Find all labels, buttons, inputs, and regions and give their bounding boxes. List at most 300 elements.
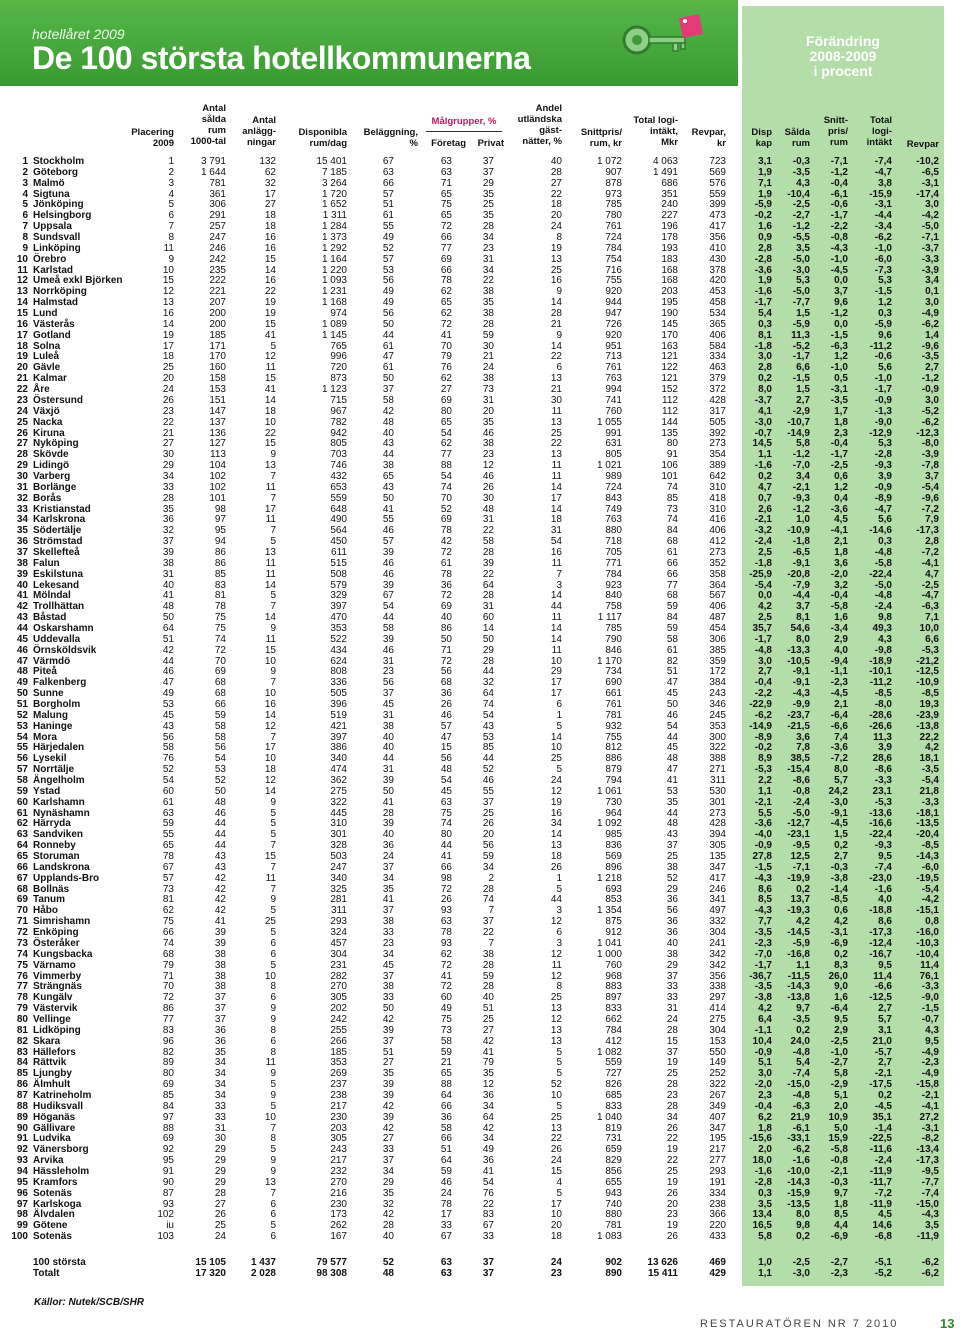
- cell-business-share: 80: [440, 829, 452, 841]
- cell-rooms-sold: 75: [214, 622, 226, 634]
- page-title: De 100 största hotellkommunerna: [32, 40, 531, 76]
- cell-rank: 49: [16, 677, 28, 689]
- cell-municipality: Bollnäs: [33, 883, 70, 895]
- cell-rooms-sold: 58: [214, 720, 226, 732]
- cell-lodging-revenue: 29: [666, 959, 678, 971]
- cell-chg-capacity: -0,4: [754, 1100, 772, 1112]
- cell-chg-revpar: -3,1: [921, 1122, 939, 1134]
- cell-chg-capacity: 0,2: [758, 470, 772, 482]
- cell-chg-avg-price: -3,1: [830, 384, 848, 396]
- cell-chg-revpar: -3,5: [921, 351, 939, 363]
- cell-revpar: 334: [709, 1187, 726, 1199]
- cell-rooms-sold: 52: [214, 775, 226, 787]
- cell-municipality: Upplands-Bro: [33, 872, 100, 884]
- cell-chg-capacity: -2,3: [754, 937, 772, 949]
- cell-rank-2008: 25: [162, 362, 174, 374]
- table-row: [0, 634, 960, 645]
- cell-chg-capacity: 1,9: [758, 188, 772, 200]
- cell-avg-price: 875: [605, 916, 622, 928]
- cell-occupancy: 39: [382, 546, 394, 558]
- table-row: [0, 558, 960, 569]
- cell-chg-lodging-revenue: -7,4: [874, 861, 892, 873]
- cell-chg-lodging-revenue: -8,6: [874, 764, 892, 776]
- cell-chg-revpar: 4,7: [925, 568, 939, 580]
- cell-chg-revpar: -3,3: [921, 796, 939, 808]
- cell-occupancy: 39: [382, 633, 394, 645]
- cell-avg-price: 690: [605, 677, 622, 689]
- cell-rank: 73: [16, 937, 28, 949]
- cell-business-share: 72: [440, 318, 452, 330]
- table-row: [0, 753, 960, 764]
- cell-occupancy: 34: [382, 948, 394, 960]
- cell-rank-2008: 4: [168, 188, 174, 200]
- cell-rank-2008: 61: [162, 796, 174, 808]
- kicker: hotellåret 2009: [32, 26, 125, 42]
- table-row: [0, 504, 960, 515]
- cell-rooms-available: 1 168: [321, 297, 347, 309]
- cell-chg-avg-price: 2,3: [834, 427, 848, 439]
- cell-chg-avg-price: -1,0: [830, 362, 848, 374]
- cell-chg-rooms-sold: 21,9: [790, 1111, 810, 1123]
- cell-rank-2008: 79: [162, 959, 174, 971]
- cell-occupancy: 42: [382, 405, 394, 417]
- cell-rooms-available: 579: [330, 579, 347, 591]
- cell-chg-capacity: 0,3: [758, 1187, 772, 1199]
- cell-chg-capacity: 2,5: [758, 546, 772, 558]
- cell-chg-lodging-revenue: 3,1: [878, 1024, 892, 1036]
- cell-business-share: 49: [440, 1003, 452, 1015]
- cell-private-share: 24: [482, 362, 494, 374]
- cell-chg-lodging-revenue: 2,7: [878, 1057, 892, 1069]
- cell-rooms-sold: 29: [214, 1176, 226, 1188]
- cell-occupancy: 32: [382, 1198, 394, 1210]
- cell-lodging-revenue: 193: [661, 242, 678, 254]
- cell-rooms-available: 624: [330, 655, 347, 667]
- cell-chg-avg-price: 0,6: [834, 470, 848, 482]
- cell-rank: 22: [16, 384, 28, 396]
- cell-foreign-share: 14: [550, 340, 562, 352]
- cell-municipality: Värmdö: [33, 655, 71, 667]
- cell-rank: 33: [16, 503, 28, 515]
- cell-establishments: 18: [264, 221, 276, 233]
- cell-foreign-share: 18: [550, 199, 562, 211]
- table-row: [0, 1014, 960, 1025]
- cell-revpar: 322: [709, 742, 726, 754]
- cell-foreign-share: 44: [550, 894, 562, 906]
- table-row: [0, 764, 960, 775]
- cell-chg-lodging-revenue: -14,6: [869, 525, 892, 537]
- cell-revpar: 334: [709, 351, 726, 363]
- cell-rooms-available: 1 284: [321, 221, 347, 233]
- cell-municipality: Strängnäs: [33, 981, 82, 993]
- cell-private-share: 28: [482, 959, 494, 971]
- cell-foreign-share: 5: [556, 1187, 562, 1199]
- cell-avg-price: 878: [605, 177, 622, 189]
- cell-foreign-share: 8: [556, 981, 562, 993]
- cell-rooms-sold: 35: [214, 1046, 226, 1058]
- cell-chg-lodging-revenue: 21,0: [872, 1035, 892, 1047]
- cell-business-share: 27: [440, 384, 452, 396]
- cell-rooms-available: 457: [330, 937, 347, 949]
- cell-municipality: Lund: [33, 308, 58, 320]
- cell-municipality: Eskilstuna: [33, 568, 84, 580]
- cell-municipality: Norrköping: [33, 286, 87, 298]
- cell-rooms-sold: 221: [209, 286, 226, 298]
- cell-establishments: 7: [270, 840, 276, 852]
- cell-business-share: 62: [440, 373, 452, 385]
- cell-revpar: 349: [709, 1100, 726, 1112]
- cell-chg-capacity: 2,2: [758, 775, 772, 787]
- cell-rank: 50: [16, 688, 28, 700]
- cell-chg-avg-price: 5,8: [834, 1068, 848, 1080]
- cell-avg-price: 781: [605, 1220, 622, 1232]
- cell-revpar: 275: [709, 1013, 726, 1025]
- cell-revpar: 297: [709, 992, 726, 1004]
- cell-rank-2008: 17: [162, 340, 174, 352]
- cell-municipality: Tanum: [33, 894, 66, 906]
- cell-rank-2008: 67: [162, 861, 174, 873]
- cell-establishments: 6: [270, 1209, 276, 1221]
- cell-establishments: 13: [264, 546, 276, 558]
- cell-avg-price: 631: [605, 438, 622, 450]
- cell-chg-lodging-revenue: 28,6: [872, 753, 892, 765]
- cell-chg-avg-price: -0,3: [830, 861, 848, 873]
- cell-chg-rooms-sold: -9,1: [792, 557, 810, 569]
- cell-lodging-revenue: 45: [666, 688, 678, 700]
- cell-rank: 39: [16, 568, 28, 580]
- cell-chg-lodging-revenue: 3,9: [878, 470, 892, 482]
- cell-private-share: 38: [482, 286, 494, 298]
- cell-rank-2008: 64: [162, 622, 174, 634]
- cell-revpar: 354: [709, 449, 726, 461]
- cell-occupancy: 31: [382, 764, 394, 776]
- cell-rooms-sold: 74: [214, 633, 226, 645]
- cell-occupancy: 29: [382, 1176, 394, 1188]
- table-row: [0, 547, 960, 558]
- cell-chg-rooms-sold: -10,9: [787, 525, 810, 537]
- cell-lodging-revenue: 28: [666, 1100, 678, 1112]
- cell-chg-revpar: -3,9: [921, 264, 939, 276]
- cell-rank: 19: [16, 351, 28, 363]
- cell-chg-avg-price: 2,1: [834, 536, 848, 548]
- cell-rank-2008: 56: [162, 731, 174, 743]
- cell-establishments: 5: [270, 590, 276, 602]
- cell-chg-lodging-revenue: -5,9: [874, 318, 892, 330]
- cell-revpar: 238: [709, 1198, 726, 1210]
- cell-lodging-revenue: 112: [662, 394, 678, 406]
- cell-private-share: 36: [482, 1155, 494, 1167]
- cell-chg-capacity: 7,1: [758, 177, 772, 189]
- cell-rooms-available: 237: [330, 1079, 347, 1091]
- cell-municipality: Lekesand: [33, 579, 80, 591]
- cell-business-share: 70: [440, 492, 452, 504]
- cell-rooms-sold: 153: [209, 384, 226, 396]
- cell-municipality: Skara: [33, 1035, 61, 1047]
- cell-occupancy: 44: [382, 449, 394, 461]
- cell-revpar: 358: [709, 568, 726, 580]
- cell-rooms-available: 808: [330, 666, 347, 678]
- cell-chg-avg-price: 15,9: [828, 1133, 848, 1145]
- cell-rank-2008: 22: [162, 416, 174, 428]
- cell-rooms-sold: 86: [214, 557, 226, 569]
- cell-chg-lodging-revenue: -6,6: [874, 981, 892, 993]
- cell-rooms-available: 329: [330, 590, 347, 602]
- cell-lodging-revenue: 152: [661, 384, 678, 396]
- cell-avg-price: 846: [605, 644, 622, 656]
- cell-rank: 78: [16, 992, 28, 1004]
- cell-rank: 44: [16, 622, 28, 634]
- cell-avg-price: 944: [605, 297, 622, 309]
- cell-establishments: 14: [264, 394, 276, 406]
- cell-rank-2008: 21: [162, 427, 174, 439]
- cell-chg-avg-price: 8,5: [834, 1209, 848, 1221]
- cell-establishments: 16: [264, 232, 276, 244]
- cell-rank: 54: [16, 731, 28, 743]
- cell-chg-capacity: -0,9: [754, 1046, 772, 1058]
- cell-occupancy: 41: [382, 894, 394, 906]
- cell-establishments: 15: [264, 851, 276, 863]
- cell-occupancy: 57: [382, 253, 394, 265]
- cell-revpar: 243: [709, 688, 726, 700]
- cell-municipality: Totalt: [33, 1268, 60, 1279]
- cell-avg-price: 569: [605, 851, 622, 863]
- cell-rank: 46: [16, 644, 28, 656]
- cell-chg-revpar: -6,2: [921, 1257, 939, 1268]
- cell-chg-capacity: 3,0: [758, 655, 772, 667]
- cell-establishments: 11: [265, 514, 276, 526]
- cell-municipality: Åre: [33, 384, 50, 396]
- cell-rooms-sold: 104: [209, 460, 226, 472]
- cell-establishments: 5: [270, 536, 276, 548]
- cell-rank: 64: [16, 840, 28, 852]
- cell-rank-2008: 69: [162, 1133, 174, 1145]
- cell-chg-lodging-revenue: -5,8: [874, 557, 892, 569]
- table-row: [0, 677, 960, 688]
- cell-chg-lodging-revenue: -11,6: [869, 1144, 892, 1156]
- cell-rooms-available: 362: [330, 775, 347, 787]
- cell-foreign-share: 54: [550, 536, 562, 548]
- cell-rank: 94: [16, 1165, 28, 1177]
- cell-revpar: 322: [709, 1079, 726, 1091]
- cell-rooms-sold: 78: [214, 601, 226, 613]
- cell-establishments: 5: [270, 905, 276, 917]
- cell-lodging-revenue: 19: [666, 1144, 678, 1156]
- cell-establishments: 8: [270, 981, 276, 993]
- cell-rank-2008: 97: [162, 1111, 174, 1123]
- cell-chg-rooms-sold: -7,1: [792, 861, 810, 873]
- cell-chg-rooms-sold: 3,6: [796, 731, 810, 743]
- cell-avg-price: 755: [605, 275, 622, 287]
- cell-establishments: 5: [270, 959, 276, 971]
- cell-business-share: 33: [440, 1220, 452, 1232]
- cell-rank: 97: [16, 1198, 28, 1210]
- cell-chg-capacity: -1,7: [754, 959, 772, 971]
- cell-rooms-sold: 33: [214, 1100, 226, 1112]
- cell-private-share: 26: [482, 481, 494, 493]
- table-row: [0, 569, 960, 580]
- cell-lodging-revenue: 37: [666, 1046, 678, 1058]
- cell-chg-rooms-sold: 0,2: [796, 1231, 810, 1243]
- cell-rank: 76: [16, 970, 28, 982]
- cell-foreign-share: 11: [551, 644, 562, 656]
- cell-rank: 75: [16, 959, 28, 971]
- cell-private-share: 25: [482, 807, 494, 819]
- header-malgrupper: Målgrupper, %: [431, 116, 497, 127]
- table-row: [0, 1144, 960, 1155]
- cell-rooms-sold: 46: [214, 807, 226, 819]
- cell-rank-2008: 6: [168, 210, 174, 222]
- cell-chg-rooms-sold: -10,5: [787, 655, 810, 667]
- cell-rooms-sold: 86: [214, 546, 226, 558]
- cell-business-share: 71: [440, 177, 452, 189]
- cell-lodging-revenue: 178: [661, 232, 678, 244]
- cell-municipality: Ljungby: [33, 1068, 72, 1080]
- cell-foreign-share: 25: [550, 753, 562, 765]
- cell-chg-capacity: -2,2: [754, 688, 772, 700]
- cell-private-share: 35: [482, 188, 494, 200]
- cell-avg-price: 947: [605, 308, 622, 320]
- cell-business-share: 78: [440, 568, 452, 580]
- cell-chg-rooms-sold: 5,8: [796, 438, 810, 450]
- cell-rank-2008: 49: [162, 688, 174, 700]
- cell-occupancy: 37: [382, 1035, 394, 1047]
- cell-business-share: 64: [440, 1089, 452, 1101]
- cell-municipality: Vellinge: [33, 1013, 71, 1025]
- cell-occupancy: 49: [382, 232, 394, 244]
- cell-chg-rooms-sold: 4,3: [796, 177, 810, 189]
- cell-avg-price: 826: [605, 1079, 622, 1091]
- cell-rank-2008: 59: [162, 818, 174, 830]
- cell-rooms-available: 1 652: [321, 199, 347, 211]
- cell-lodging-revenue: 26: [666, 1122, 678, 1134]
- cell-foreign-share: 3: [556, 905, 562, 917]
- cell-rank: 1: [22, 156, 28, 167]
- cell-chg-avg-price: -7,1: [830, 156, 848, 167]
- cell-chg-avg-price: -1,5: [830, 329, 848, 341]
- cell-chg-lodging-revenue: -3,1: [874, 199, 892, 211]
- header-disponibla: Disponibla rum/dag: [298, 127, 347, 149]
- cell-rooms-available: 490: [330, 514, 347, 526]
- cell-avg-price: 880: [605, 525, 622, 537]
- cell-rooms-sold: 171: [209, 340, 226, 352]
- cell-business-share: 71: [440, 644, 452, 656]
- table-row: [0, 612, 960, 623]
- cell-revpar: 172: [709, 666, 726, 678]
- cell-chg-lodging-revenue: -7,3: [874, 264, 892, 276]
- cell-revpar: 412: [709, 536, 726, 548]
- cell-rank: 65: [16, 851, 28, 863]
- cell-occupancy: 45: [382, 699, 394, 710]
- cell-foreign-share: 12: [550, 916, 562, 928]
- cell-foreign-share: 26: [550, 1144, 562, 1156]
- cell-business-share: 65: [440, 188, 452, 200]
- cell-revpar: 277: [709, 1155, 726, 1167]
- cell-rank: 40: [16, 579, 28, 591]
- cell-rooms-sold: 95: [214, 525, 226, 537]
- cell-revpar: 388: [709, 753, 726, 765]
- cell-establishments: 15: [264, 373, 276, 385]
- cell-foreign-share: 29: [550, 666, 562, 678]
- table-row: [0, 514, 960, 525]
- cell-private-share: 46: [482, 470, 494, 482]
- cell-rooms-sold: 291: [209, 210, 226, 222]
- table-row: [0, 590, 960, 601]
- cell-avg-price: 661: [605, 688, 622, 700]
- header-privat: Privat: [477, 138, 504, 149]
- cell-private-share: 76: [482, 1187, 494, 1199]
- cell-rank-2008: 55: [162, 829, 174, 841]
- cell-rank-2008: 91: [162, 1165, 174, 1177]
- cell-business-share: 36: [440, 1111, 452, 1123]
- cell-chg-lodging-revenue: 9,6: [878, 329, 892, 341]
- cell-municipality: Hässleholm: [33, 1165, 90, 1177]
- cell-establishments: 16: [264, 699, 276, 710]
- cell-municipality: Ludvika: [33, 1133, 71, 1145]
- cell-rooms-available: 7 185: [321, 166, 347, 178]
- cell-business-share: 69: [440, 253, 452, 265]
- cell-lodging-revenue: 66: [666, 557, 678, 569]
- cell-occupancy: 61: [382, 340, 394, 352]
- cell-chg-capacity: 4,1: [758, 405, 772, 417]
- cell-establishments: 16: [264, 242, 276, 254]
- cell-private-share: 85: [482, 742, 494, 754]
- cell-rooms-available: 301: [330, 829, 347, 841]
- cell-rooms-sold: 39: [214, 927, 226, 939]
- cell-chg-revpar: 19,3: [919, 699, 939, 710]
- cell-foreign-share: 5: [556, 883, 562, 895]
- cell-chg-avg-price: 2,0: [834, 1100, 848, 1112]
- cell-rooms-available: 746: [330, 460, 347, 472]
- cell-rank: 31: [16, 481, 28, 493]
- cell-rank: 58: [16, 775, 28, 787]
- cell-rooms-sold: 235: [209, 264, 226, 276]
- cell-avg-price: 716: [605, 264, 622, 276]
- cell-lodging-revenue: 37: [666, 840, 678, 852]
- cell-private-share: 67: [482, 1220, 494, 1232]
- cell-revpar: 273: [709, 546, 726, 558]
- cell-rank-2008: 35: [162, 503, 174, 515]
- cell-occupancy: 38: [382, 720, 394, 732]
- cell-lodging-revenue: 59: [666, 622, 678, 634]
- cell-municipality: Haninge: [33, 720, 73, 732]
- cell-municipality: Kalmar: [33, 373, 67, 385]
- cell-rank: 95: [16, 1176, 28, 1188]
- cell-chg-avg-price: 9,7: [834, 1187, 848, 1199]
- cell-avg-price: 1 000: [596, 948, 622, 960]
- cell-chg-lodging-revenue: -1,0: [874, 242, 892, 254]
- cell-avg-price: 1 092: [596, 818, 622, 830]
- cell-rooms-sold: 36: [214, 1035, 226, 1047]
- cell-rooms-sold: 38: [214, 981, 226, 993]
- cell-chg-lodging-revenue: 4,5: [878, 1209, 892, 1221]
- cell-establishments: 7: [270, 861, 276, 873]
- cell-municipality: Stockholm: [33, 156, 85, 167]
- cell-chg-revpar: -7,2: [921, 546, 939, 558]
- cell-chg-revpar: 3,4: [925, 275, 939, 287]
- cell-rooms-sold: 48: [214, 796, 226, 808]
- cell-revpar: 317: [709, 405, 726, 417]
- cell-foreign-share: 9: [556, 329, 562, 341]
- cell-establishments: 18: [264, 405, 276, 417]
- cell-rank-2008: 15: [162, 275, 174, 287]
- cell-chg-revpar: -6,5: [921, 166, 939, 178]
- cell-private-share: 44: [482, 666, 494, 678]
- cell-private-share: 22: [482, 525, 494, 537]
- cell-rank: 72: [16, 927, 28, 939]
- cell-rank: 15: [16, 308, 28, 320]
- cell-chg-capacity: 5,8: [758, 1231, 772, 1243]
- cell-chg-revpar: 27,2: [919, 1111, 939, 1123]
